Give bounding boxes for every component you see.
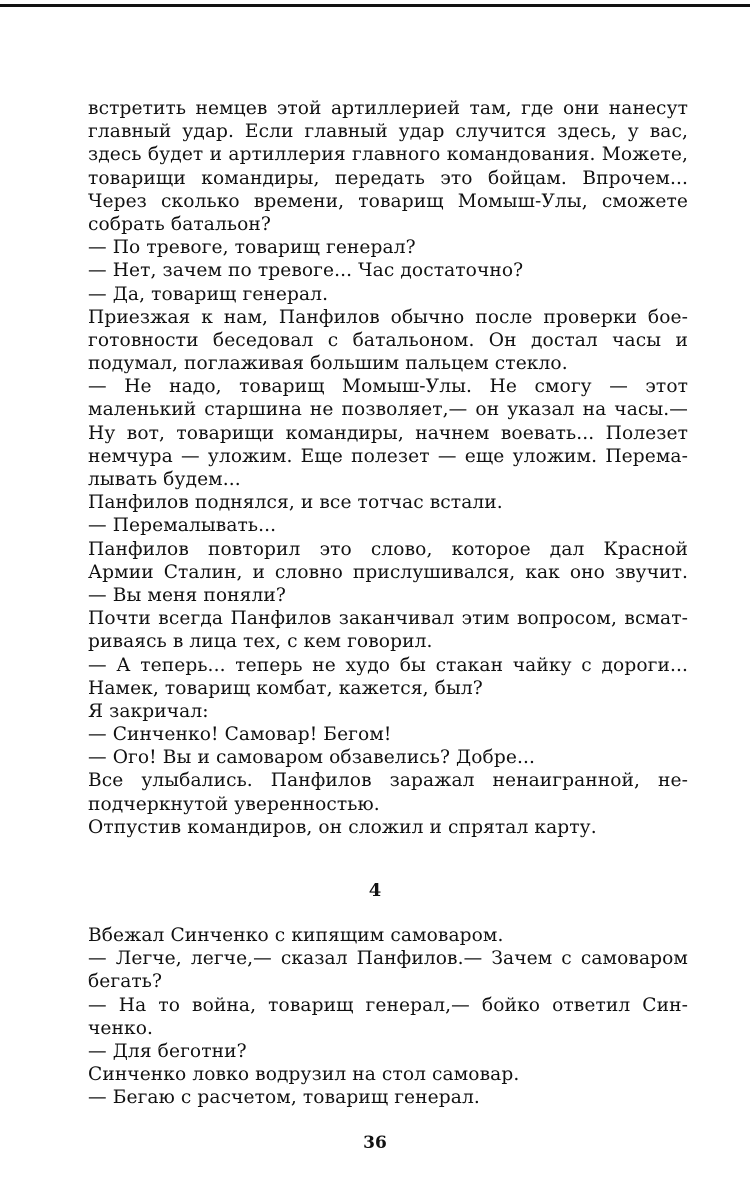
text-line: собрать батальон? — [88, 213, 271, 235]
text-line: товарищи командиры, передать это бойцам. Впрочем... — [88, 167, 688, 189]
text-line: — А теперь... теперь не худо бы стакан чайку с дороги... — [88, 654, 688, 676]
body-text-block-2 — [88, 924, 688, 1110]
text-line: немчура — уложим. Еще полезет — еще уложим. Перема- — [88, 445, 688, 467]
text-line: — Бегаю с расчетом, товарищ генерал. — [88, 1087, 480, 1109]
text-line: — Вы меня поняли? — [88, 584, 286, 606]
text-line: встретить немцев этой артиллерией там, где они нанесут — [88, 98, 688, 119]
text-line: Панфилов повторил это слово, которое дал Красной — [88, 538, 688, 560]
body-text-block — [88, 97, 688, 839]
text-line: — По тревоге, товарищ генерал? — [88, 237, 416, 259]
text-line: Почти всегда Панфилов заканчивал этим вопросом, всмат- — [88, 608, 688, 630]
text-line: главный удар. Если главный удар случится здесь, у вас, — [88, 121, 688, 143]
text-line: — Синченко! Самовар! Бегом! — [88, 724, 392, 746]
text-line: Синченко ловко водрузил на стол самовар. — [88, 1064, 520, 1086]
text-line: — Да, товарищ генерал. — [88, 283, 329, 305]
text-line: Армии Сталин, и словно прислушивался, как оно звучит. — [88, 561, 688, 583]
text-line: здесь будет и артиллерия главного командования. Можете, — [88, 144, 688, 166]
text-line: Приезжая к нам, Панфилов обычно после проверки бое- — [88, 306, 688, 328]
page-number: 36 — [363, 1133, 387, 1153]
text-line: — Нет, зачем по тревоге... Час достаточно? — [88, 260, 524, 282]
text-line: — Ого! Вы и самоваром обзавелись? Добре... — [88, 747, 535, 769]
text-line: Панфилов поднялся, и все тотчас встали. — [88, 492, 503, 514]
section-number: 4 — [368, 880, 382, 901]
text-line: маленький старшина не позволяет,— он указал на часы.— — [88, 399, 688, 421]
text-line: Намек, товарищ комбат, кажется, был? — [88, 677, 483, 699]
text-line: Ну вот, товарищи командиры, начнем воевать... Полезет — [88, 422, 688, 444]
text-line: ченко. — [88, 1017, 154, 1039]
text-line: Все улыбались. Панфилов заражал ненаигранной, не- — [88, 770, 688, 792]
text-line: риваясь в лица тех, с кем говорил. — [88, 631, 433, 653]
text-line: Вбежал Синченко с кипящим самоваром. — [88, 925, 504, 946]
text-line: — Легче, легче,— сказал Панфилов.— Зачем с самоваром — [88, 948, 688, 970]
top-border-rule — [0, 4, 750, 7]
text-line: лывать будем... — [88, 469, 241, 490]
text-line: — Перемалывать... — [88, 515, 277, 537]
text-line: Я закричал: — [88, 700, 209, 722]
text-line: — На то война, товарищ генерал,— бойко ответил Син- — [88, 994, 688, 1016]
text-line: готовности беседовал с батальоном. Он достал часы и — [88, 329, 688, 351]
text-line: — Для беготни? — [88, 1040, 247, 1062]
text-line: подумал, поглаживая большим пальцем стекло. — [88, 353, 568, 375]
text-line: подчеркнутой уверенностью. — [88, 793, 380, 815]
text-line: Через сколько времени, товарищ Момыш-Улы, сможете — [88, 190, 688, 212]
text-line: бегать? — [88, 971, 163, 993]
text-line: — Не надо, товарищ Момыш-Улы. Не смогу — этот — [88, 376, 688, 398]
text-line: Отпустив командиров, он сложил и спрятал карту. — [88, 816, 597, 838]
